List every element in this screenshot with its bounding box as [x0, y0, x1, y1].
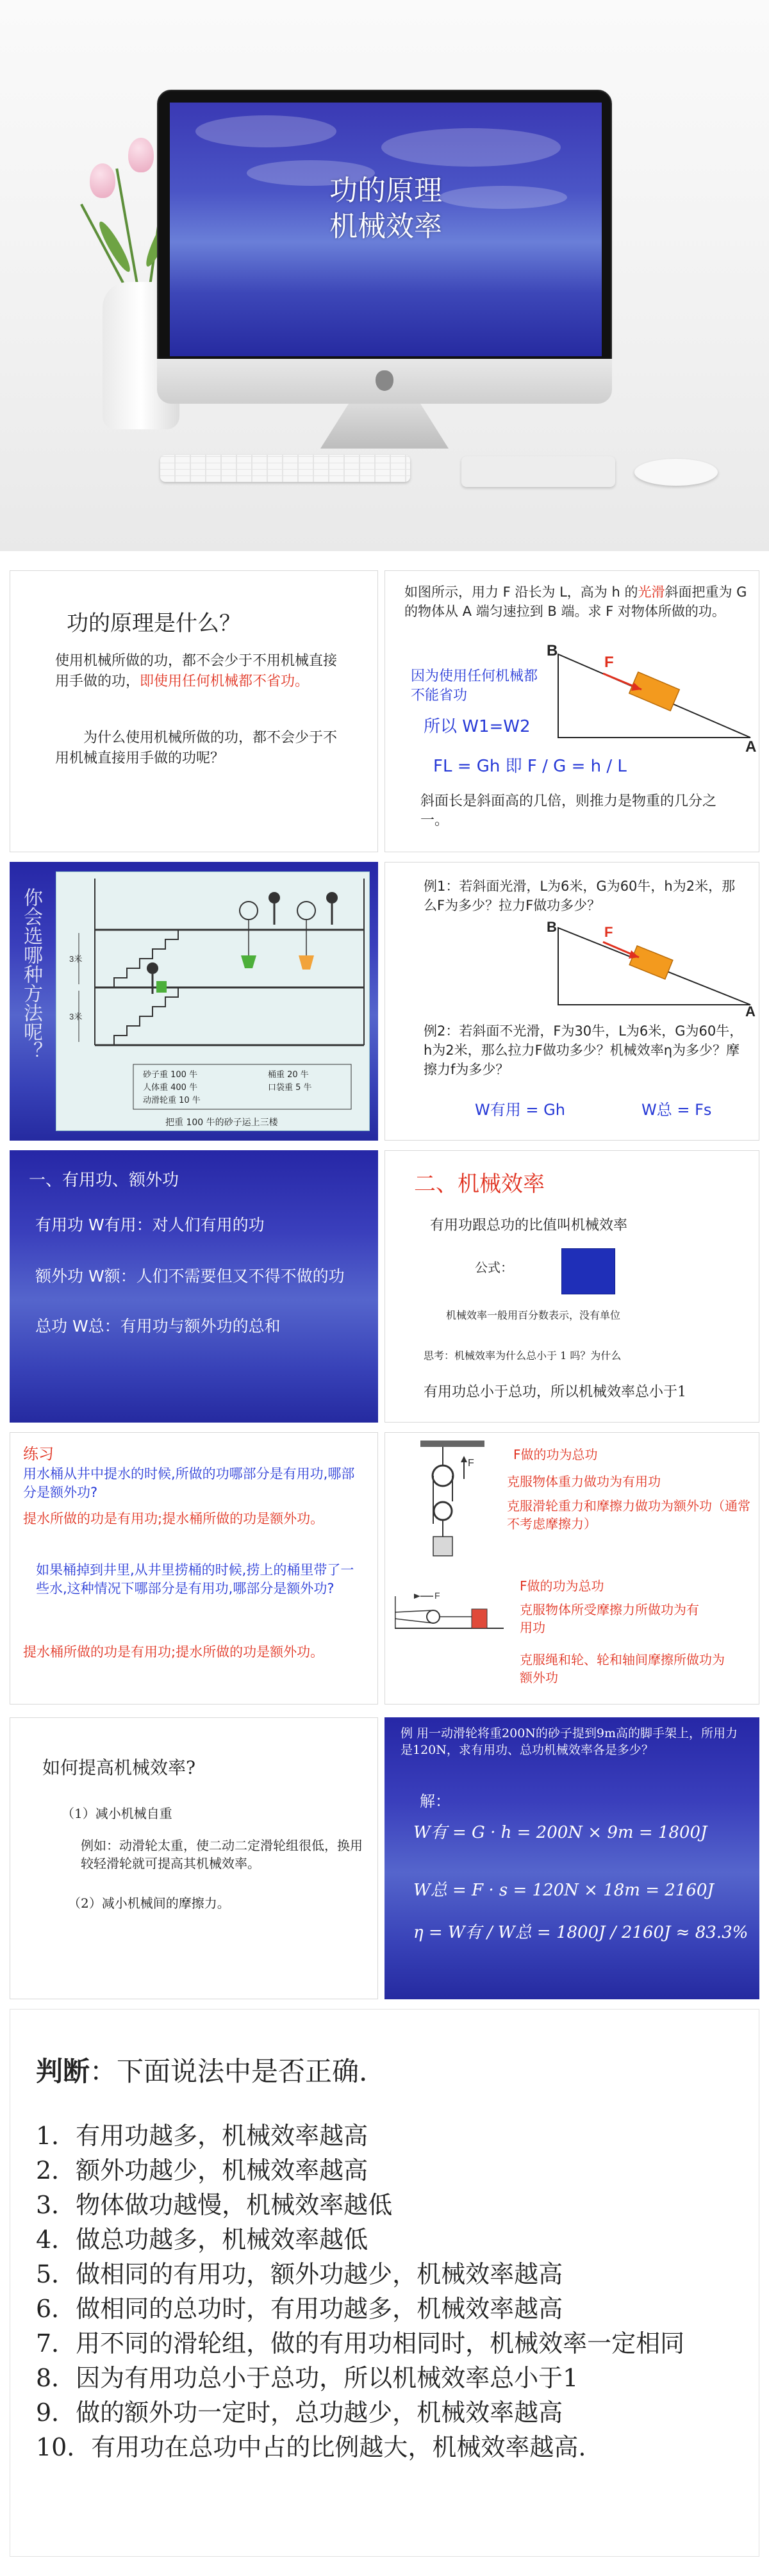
- useful-work-def: 有用功 W有用：对人们有用的功: [35, 1216, 265, 1234]
- height-label: 3米: [69, 954, 83, 964]
- list-item: 9．做的额外功一定时，总功越少，机械效率越高: [36, 2398, 563, 2427]
- exercise-a2: 提水桶所做的功是有用功;提水所做的功是额外功。: [23, 1644, 324, 1660]
- calc-problem: 例 用一动滑轮将重200N的砂子提到9m高的脚手架上，所用力是120N，求有用功、总功机械效率各是多少？: [401, 1726, 738, 1757]
- list-item: 8．因为有用功总小于总功，所以机械效率总小于1: [36, 2364, 579, 2392]
- slide-incline-examples: [384, 862, 759, 1141]
- slide-efficiency: [384, 1150, 759, 1423]
- method-1: （1）减小机械自重: [62, 1806, 172, 1821]
- stairs-illustration: [56, 871, 370, 1131]
- think-question: 思考：机械效率为什么总小于 1 吗？为什么: [424, 1350, 622, 1362]
- slide-useful-extra-work: [10, 1150, 378, 1423]
- incline-conclusion: 斜面长是斜面高的几倍，则推力是物重的几分之一。: [420, 793, 717, 829]
- exercise-a1: 提水所做的功是有用功;提水桶所做的功是额外功。: [23, 1511, 324, 1526]
- judgement-list: [36, 2118, 741, 2465]
- label-a: A: [745, 1003, 756, 1018]
- info-person: 人体重 400 牛: [143, 1083, 198, 1093]
- incline-reason: 因为使用任何机械都不能省功: [411, 668, 538, 704]
- incline-so: 所以 W1=W2: [424, 717, 531, 736]
- slide-example-calc: [384, 1717, 759, 1999]
- side-question: 你会选哪种方法呢？: [20, 888, 42, 1061]
- work-type-text: F做的功为总功: [513, 1447, 598, 1462]
- incline-diagram-small: [545, 921, 757, 1018]
- extra-work-def: 额外功 W额：人们不需要但又不得不做的功: [35, 1267, 345, 1285]
- method-2: （2）减小机械间的摩擦力。: [68, 1895, 230, 1911]
- judgement-heading: 判断：下面说法中是否正确.: [36, 2056, 368, 2087]
- stairs-svg: [56, 872, 370, 1132]
- tulip-flower: [128, 138, 154, 172]
- pulley-diagram: [414, 1441, 491, 1562]
- incline-intro: 如图所示，用力 F 沿长为 L，高为 h 的光滑斜面把重为 G 的物体从 A 端匀速拉到 B 端。求 F 对物体所做的功。: [404, 584, 747, 619]
- slide-exercise: [10, 1432, 378, 1705]
- question-text: 为什么使用机械所做的功，都不会少于不用机械直接用手做的功呢？: [55, 730, 338, 766]
- formula-label: 公式：: [475, 1260, 513, 1275]
- tulip-flower: [90, 163, 115, 198]
- list-item: 2．额外功越少，机械效率越高: [36, 2156, 368, 2184]
- slide-improve-efficiency: [10, 1717, 378, 1999]
- label-a: A: [745, 738, 757, 755]
- slide-work-types: [384, 1432, 759, 1705]
- slide-title: 如何提高机械效率?: [42, 1757, 196, 1778]
- list-item: 10．有用功在总功中占的比例越大，机械效率越高.: [36, 2433, 586, 2461]
- height-label: 3米: [69, 1012, 83, 1021]
- slide-work-principle: [10, 570, 378, 852]
- info-bucket: 桶重 20 牛: [268, 1070, 309, 1080]
- label-f1: F: [468, 1458, 474, 1469]
- useful-work-formula: W有用 = Gh: [475, 1101, 565, 1119]
- label-b: B: [547, 642, 558, 659]
- slide-title: 功的原理是什么？: [67, 611, 241, 636]
- work-type-text: 克服物体所受摩擦力所做功为有用功: [520, 1602, 699, 1635]
- label-b: B: [547, 921, 557, 935]
- screen-title-line1: 功的原理: [329, 174, 442, 207]
- horizontal-pulley-diagram: [395, 1583, 504, 1647]
- calc-solve: 解：: [420, 1792, 451, 1810]
- hero-banner: [0, 0, 769, 551]
- exercise-heading: 练习: [23, 1445, 54, 1463]
- list-item: 6．做相同的总功时，有用功越多，机械效率越高: [36, 2295, 563, 2323]
- list-item: 3．物体做功越慢，机械效率越低: [36, 2191, 393, 2219]
- label-f: F: [604, 654, 614, 671]
- work-type-text: 克服绳和轮、轮和轴间摩擦所做功为额外功: [520, 1652, 725, 1685]
- efficiency-definition: 有用功跟总功的比值叫机械效率: [430, 1218, 628, 1234]
- slide-incline-derivation: [384, 570, 759, 852]
- info-pulley: 动滑轮重 10 牛: [143, 1096, 201, 1105]
- incline-diagram: [545, 641, 757, 763]
- label-f: F: [604, 924, 613, 940]
- efficiency-note: 机械效率一般用百分数表示，没有单位: [446, 1309, 621, 1321]
- incline-formula: FL = Gh 即 F / G = h / L: [433, 757, 627, 776]
- trackpad: [461, 456, 615, 487]
- label-f2: F: [434, 1590, 440, 1601]
- calc-eq-total: W总 = F · s = 120N × 18m = 2160J: [413, 1881, 714, 1900]
- info-bag: 口袋重 5 牛: [268, 1083, 312, 1093]
- info-sand: 砂子重 100 牛: [143, 1070, 198, 1080]
- monitor-stand: [320, 404, 449, 449]
- list-item: 7．用不同的滑轮组，做的有用功相同时，机械效率一定相同: [36, 2329, 685, 2357]
- principle-text-red: 即使用任何机械都不省功。: [140, 673, 310, 689]
- stairs-caption: 把重 100 牛的砂子运上三楼: [165, 1118, 278, 1128]
- screen-title-line2: 机械效率: [329, 210, 442, 243]
- calc-eq-efficiency: η = W有 / W总 = 1800J / 2160J ≈ 83.3%: [413, 1923, 748, 1942]
- example-1: 例1：若斜面光滑，L为6米，G为60牛，h为2米，那么F为多少？拉力F做功多少？: [424, 879, 736, 913]
- section-heading: 二、机械效率: [414, 1171, 545, 1197]
- work-type-text: F做的功为总功: [520, 1578, 604, 1594]
- screen-title: [170, 173, 602, 245]
- work-type-text: 克服滑轮重力和摩擦力做功为额外功（通常不考虑摩擦力）: [507, 1498, 750, 1532]
- total-work-def: 总功 W总：有用功与额外功的总和: [35, 1317, 281, 1335]
- exercise-q1: 用水桶从井中提水的时候,所做的功哪部分是有用功,哪部分是额外功?: [23, 1466, 355, 1500]
- method-1-example: 例如：动滑轮太重，使二动二定滑轮组很低，换用较轻滑轮就可提高其机械效率。: [81, 1838, 363, 1871]
- total-work-formula: W总 = Fs: [641, 1101, 712, 1119]
- principle-text: [55, 651, 337, 692]
- slide-method-choice: [10, 862, 378, 1141]
- section-heading: 一、有用功、额外功: [29, 1171, 179, 1190]
- apple-logo-icon: [376, 370, 393, 391]
- principle-text-black: 使用机械所做的功，都不会少于不用机械直接用手做的功，: [55, 653, 338, 689]
- mouse: [634, 459, 718, 486]
- list-item: 4．做总功越多，机械效率越低: [36, 2225, 368, 2254]
- keyboard: [160, 455, 410, 482]
- slide-judgement: [10, 2009, 759, 2557]
- incline-box: [629, 672, 680, 711]
- example-2: 例2：若斜面不光滑，F为30牛，L为6米，G为60牛，h为2米，那么拉力F做功多少？机械效率η为多少？摩擦力f为多少？: [424, 1023, 743, 1077]
- calc-eq-useful: W有 = G · h = 200N × 9m = 1800J: [413, 1823, 707, 1842]
- think-answer: 有用功总小于总功，所以机械效率总小于1: [424, 1384, 686, 1400]
- formula-image: [561, 1248, 615, 1294]
- exercise-q2: 如果桶掉到井里,从井里捞桶的时候,捞上的桶里带了一些水,这种情况下哪部分是有用功,哪部分是额外功?: [36, 1562, 354, 1596]
- work-type-text: 克服物体重力做功为有用功: [507, 1474, 661, 1489]
- list-item: 1．有用功越多，机械效率越高: [36, 2122, 368, 2150]
- monitor-screen: [170, 103, 602, 356]
- list-item: 5．做相同的有用功，额外功越少，机械效率越高: [36, 2260, 563, 2288]
- monitor: [157, 90, 612, 384]
